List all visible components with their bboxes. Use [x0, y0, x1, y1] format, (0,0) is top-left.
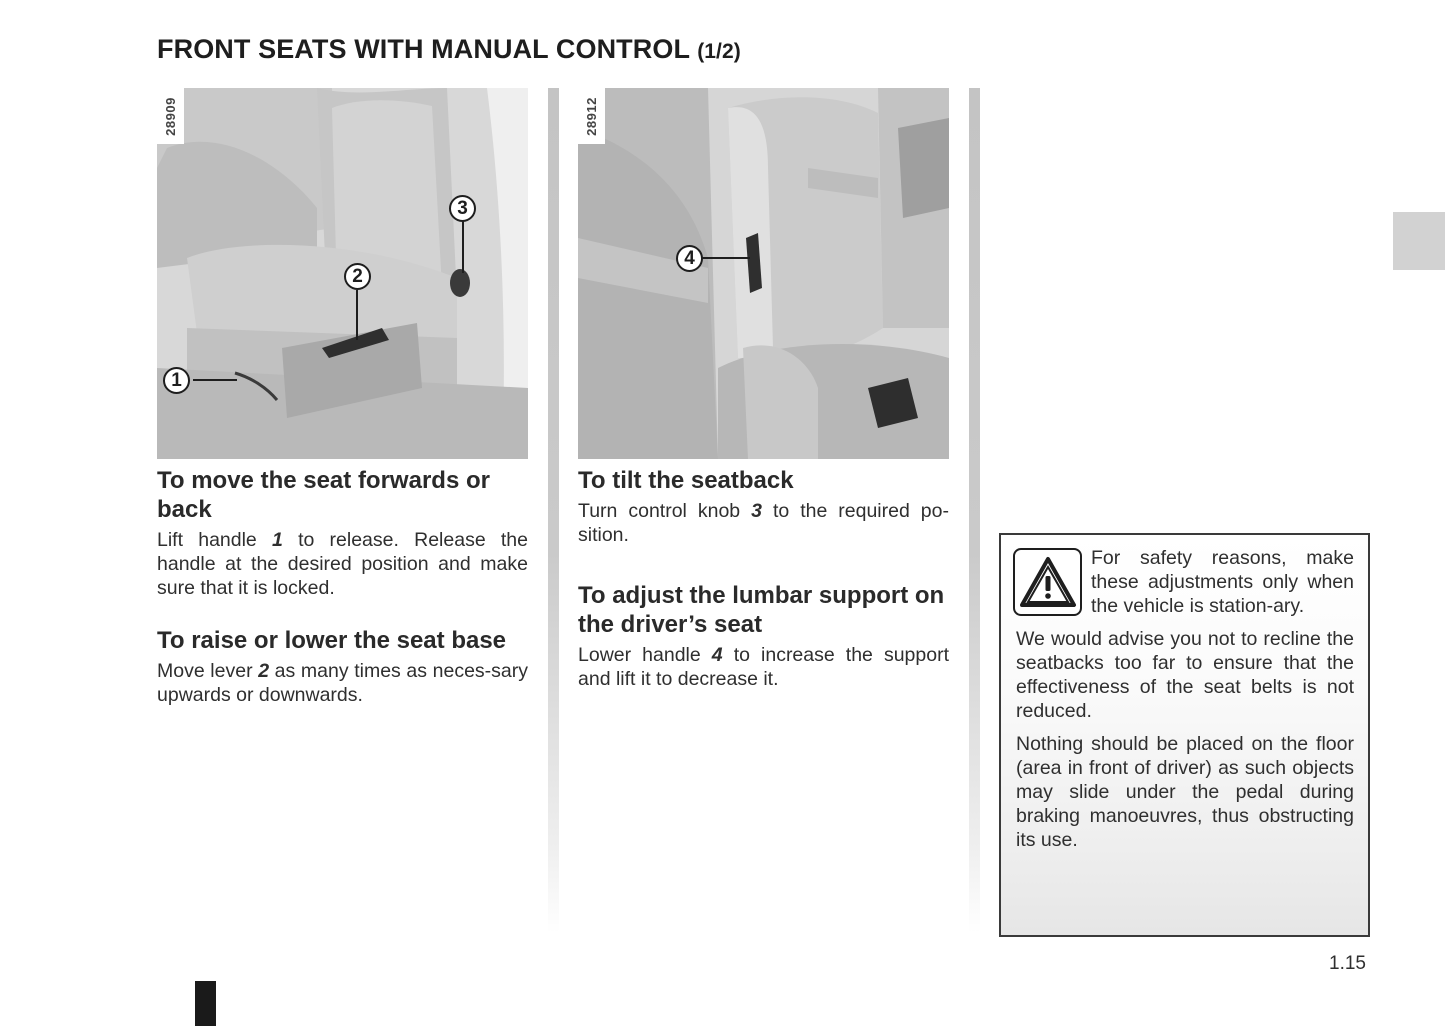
figure-ref-label: 28912: [584, 96, 599, 136]
callout-2: 2: [344, 263, 371, 290]
section-body: [157, 659, 528, 707]
figure-ref-label: 28909: [163, 96, 178, 136]
warning-intro: For safety reasons, make these adjustments only when the vehicle is station-ary.: [1091, 547, 1354, 617]
warning-triangle-icon: [1013, 548, 1082, 616]
callout-1: 1: [163, 367, 190, 394]
callout-4: 4: [676, 245, 703, 272]
section-body: [578, 643, 949, 691]
warning-paragraph: Nothing should be placed on the floor (area in front of driver) as such objects may slide under the pedal during braking manoeuvres, thus obstructing its use.: [1016, 733, 1354, 851]
column-divider-right: [969, 88, 980, 933]
body-text: Move lever: [157, 660, 259, 682]
section-heading: To raise or lower the seat base: [157, 627, 507, 654]
warning-header: [1016, 546, 1354, 618]
figure-seatback-lumbar: [578, 88, 949, 459]
column-2: [578, 466, 949, 691]
page-number: 1.15: [1329, 953, 1366, 974]
seatback-illustration: [578, 88, 949, 459]
column-1: [157, 466, 528, 707]
figure-reference-number: [157, 88, 184, 144]
figure-seat-side: [157, 88, 528, 459]
figure-reference-number: [578, 88, 605, 144]
seat-side-illustration: [157, 88, 528, 459]
item-reference: 2: [258, 660, 270, 682]
body-text: to release. Release the handle at the desired position and make sure that it is locked.: [157, 529, 528, 599]
safety-warning-box: [999, 533, 1370, 937]
body-text: Lift handle: [157, 529, 272, 551]
body-text: to the required po-sition.: [578, 500, 949, 546]
section-body: [578, 499, 949, 547]
page-title: [157, 34, 741, 65]
body-text: as many times as neces-sary upwards or downwards.: [157, 660, 528, 706]
section-body: [157, 528, 528, 600]
body-text: to increase the support and lift it to decrease it.: [578, 644, 949, 690]
callout-3: 3: [449, 195, 476, 222]
section-raise-seat: [157, 626, 528, 707]
page-title-suffix: (1/2): [697, 40, 741, 63]
section-heading: To move the seat forwards or back: [157, 467, 490, 523]
item-reference: 1: [272, 529, 283, 551]
page-title-text: FRONT SEATS WITH MANUAL CONTROL: [157, 34, 690, 64]
page-edge-mark: [195, 981, 216, 1026]
warning-triangle-graphic: [1019, 556, 1077, 608]
chapter-tab: [1393, 212, 1445, 270]
warning-paragraph: We would advise you not to recline the seatbacks too far to ensure that the effectiveness of the seat belts is not reduced.: [1016, 628, 1354, 722]
item-reference: 3: [751, 500, 762, 522]
section-heading: To adjust the lumbar support on the driver’s seat: [578, 582, 945, 638]
body-text: Turn control knob: [578, 500, 752, 522]
body-text: Lower handle: [578, 644, 712, 666]
item-reference: 4: [711, 644, 723, 666]
column-divider-left: [548, 88, 559, 933]
section-lumbar-support: [578, 581, 949, 691]
section-heading: To tilt the seatback: [578, 467, 794, 494]
section-tilt-seatback: [578, 466, 949, 547]
section-move-seat: [157, 466, 528, 600]
